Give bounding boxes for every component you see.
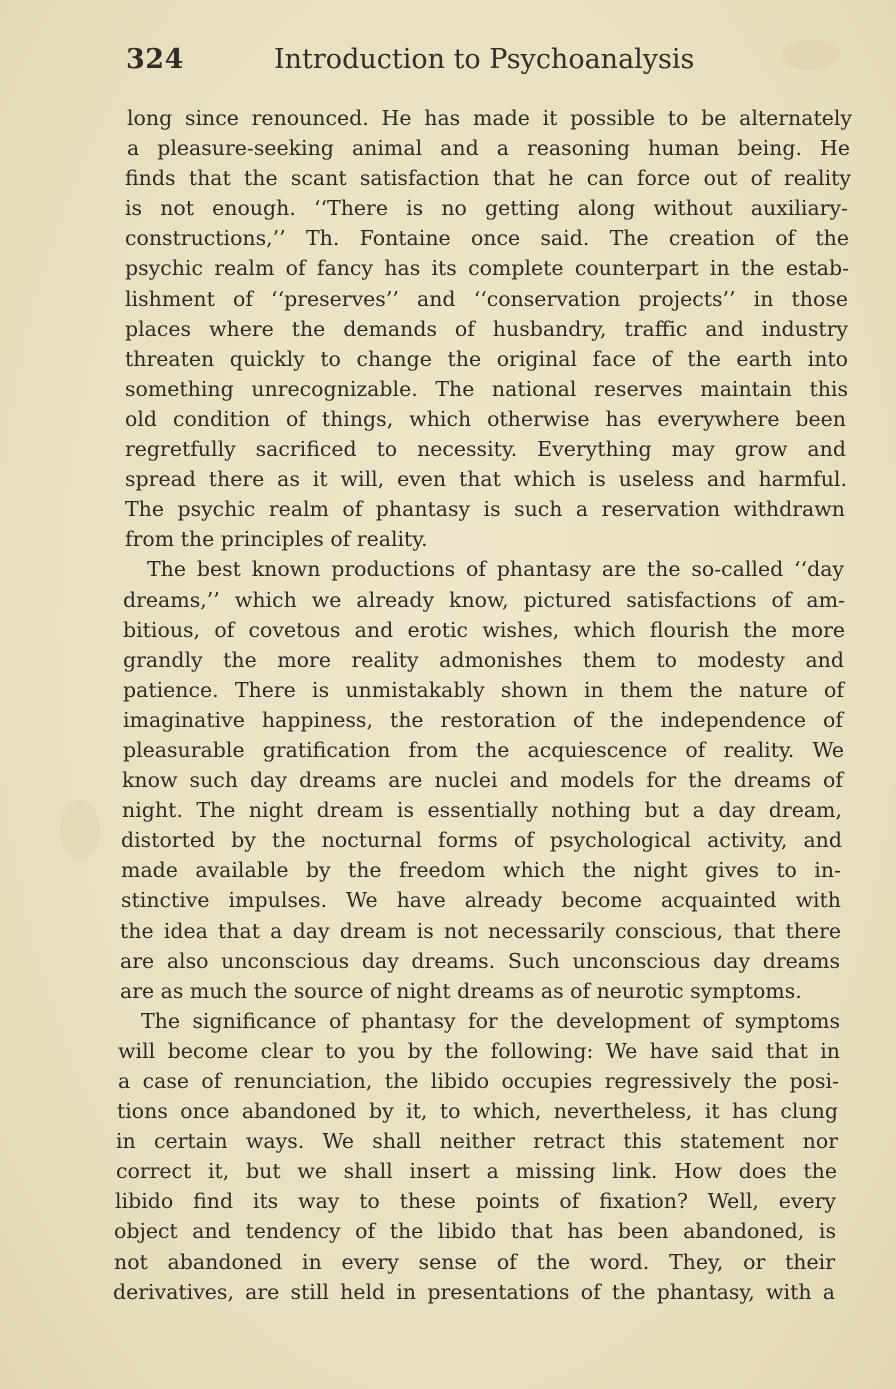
text-line: pleasurable gratification from the acquiescence of reality. We xyxy=(123,737,844,762)
text-line: distorted by the nocturnal forms of psychological activity, and xyxy=(121,828,842,853)
running-header xyxy=(126,44,846,88)
text-line: night. The night dream is essentially nothing but a day dream, xyxy=(122,798,842,823)
text-line: finds that the scant satisfaction that he can force out of reality xyxy=(125,166,851,191)
text-line: object and tendency of the libido that has been abandoned, is xyxy=(114,1219,836,1244)
text-line: in certain ways. We shall neither retract this statement nor xyxy=(116,1129,838,1154)
text-line: old condition of things, which otherwise has everywhere been xyxy=(125,406,846,431)
text-line: The significance of phantasy for the development of symptoms xyxy=(141,1008,840,1033)
text-line: from the principles of reality. xyxy=(125,527,428,552)
text-line: long since renounced. He has made it possible to be alternately xyxy=(127,106,852,130)
text-line: the idea that a day dream is not necessarily conscious, that there xyxy=(120,918,841,943)
text-line: is not enough. ‘‘There is no getting along without auxiliary- xyxy=(125,196,848,221)
text-line: places where the demands of husbandry, traffic and industry xyxy=(125,316,848,341)
text-line: grandly the more reality admonishes them to modesty and xyxy=(123,647,844,672)
running-title: Introduction to Psychoanalysis xyxy=(274,44,695,75)
text-line: lishment of ‘‘preserves’’ and ‘‘conservation projects’’ in those xyxy=(125,286,848,311)
text-line: constructions,’’ Th. Fontaine once said. The creation of the xyxy=(125,226,849,251)
body-text xyxy=(105,103,852,1307)
text-line: regretfully sacrificed to necessity. Everything may grow and xyxy=(125,437,846,462)
text-line: will become clear to you by the following: We have said that in xyxy=(118,1038,840,1063)
page-number: 324 xyxy=(126,44,184,75)
text-line: dreams,’’ which we already know, pictured satisfactions of am- xyxy=(123,587,845,612)
text-line: a case of renunciation, the libido occupies regressively the posi- xyxy=(118,1069,839,1093)
text-line: a pleasure-seeking animal and a reasoning human being. He xyxy=(127,136,850,161)
text-line: threaten quickly to change the original face of the earth into xyxy=(125,346,848,371)
text-line: psychic realm of fancy has its complete counterpart in the estab- xyxy=(125,256,849,281)
text-line: spread there as it will, even that which is useless and harmful. xyxy=(125,467,847,492)
text-line: stinctive impulses. We have already become acquainted with xyxy=(121,888,841,913)
text-line: correct it, but we shall insert a missing link. How does the xyxy=(116,1159,837,1184)
text-line: The best known productions of phantasy are the so-called ‘‘day xyxy=(147,557,844,582)
text-line: something unrecognizable. The national reserves maintain this xyxy=(125,376,848,401)
text-line: made available by the freedom which the night gives to in- xyxy=(121,858,841,883)
text-line: bitious, of covetous and erotic wishes, which flourish the more xyxy=(123,617,845,642)
text-line: not abandoned in every sense of the word. They, or their xyxy=(114,1249,835,1274)
text-line: know such day dreams are nuclei and models for the dreams of xyxy=(122,768,843,793)
text-line: imaginative happiness, the restoration of the independence of xyxy=(123,707,843,732)
text-line: patience. There is unmistakably shown in them the nature of xyxy=(123,677,844,702)
paper-stain xyxy=(60,800,100,860)
text-line: libido find its way to these points of fixation? Well, every xyxy=(115,1189,836,1214)
text-line: tions once abandoned by it, to which, nevertheless, it has clung xyxy=(117,1099,838,1124)
text-line: The psychic realm of phantasy is such a reservation withdrawn xyxy=(125,497,845,522)
text-line: are also unconscious day dreams. Such unconscious day dreams xyxy=(120,948,840,973)
text-line: derivatives, are still held in presentations of the phantasy, with a xyxy=(113,1279,835,1304)
text-line: are as much the source of night dreams as of neurotic symptoms. xyxy=(120,978,802,1003)
